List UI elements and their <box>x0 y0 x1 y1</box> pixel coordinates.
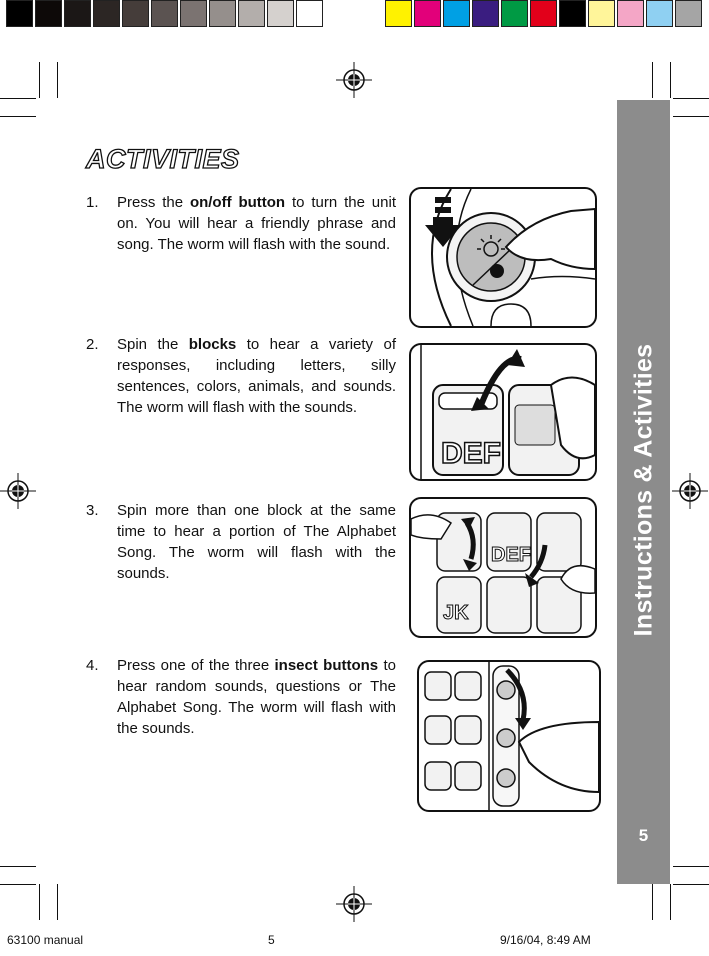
color-swatch <box>472 0 499 27</box>
activity-keyword: on/off button <box>189 194 286 211</box>
gray-swatch <box>267 0 294 27</box>
activity-number: 2. <box>86 336 99 353</box>
footer-date: 9/16/04, 8:49 AM <box>500 933 591 947</box>
illustration-multiple-blocks <box>409 497 597 638</box>
gray-swatch <box>64 0 91 27</box>
block-letters-2: DEF <box>491 544 531 566</box>
gray-swatch <box>122 0 149 27</box>
block-letters-3: JK <box>443 602 469 624</box>
color-swatch <box>501 0 528 27</box>
color-swatch <box>588 0 615 27</box>
gray-swatch <box>6 0 33 27</box>
gray-swatch <box>296 0 323 27</box>
gray-swatch <box>180 0 207 27</box>
registration-mark-bottom <box>336 886 372 922</box>
color-swatch <box>530 0 557 27</box>
registration-mark-right <box>672 473 708 509</box>
registration-mark-top <box>336 62 372 98</box>
page-title: ACTIVITIES <box>86 144 240 174</box>
gray-swatch <box>151 0 178 27</box>
color-swatch <box>559 0 586 27</box>
color-swatch-bar <box>385 0 704 29</box>
registration-mark-left <box>0 473 36 509</box>
color-swatch <box>617 0 644 27</box>
activity-item-3: 3. Spin more than one block at the same time to hear a portion of The Alphabet Song. The worm will flash with the sounds. <box>86 502 396 582</box>
activity-item-2: 2. Spin the blocks to hear a variety of responses, including letters, silly sentences, colors, animals, and sounds. The worm will flash with the sounds. <box>86 336 396 416</box>
gray-swatch <box>35 0 62 27</box>
footer-page: 5 <box>268 933 275 947</box>
gray-swatch <box>238 0 265 27</box>
color-swatch <box>675 0 702 27</box>
activity-item-1: 1. Press the on/off button to turn the unit on. You will hear a friendly phrase and song. The worm will flash with the sound. <box>86 194 396 253</box>
activity-number: 3. <box>86 502 99 519</box>
block-letters: DEF <box>441 437 501 470</box>
color-swatch <box>443 0 470 27</box>
gray-swatch <box>93 0 120 27</box>
footer-file: 63100 manual <box>7 933 84 947</box>
activity-keyword: insect buttons <box>274 657 379 674</box>
page-number: 5 <box>638 826 649 845</box>
illustration-power-button <box>409 187 597 328</box>
illustration-insect-buttons <box>417 660 601 812</box>
illustration-spin-block <box>409 343 597 481</box>
side-tab-title: Instructions & Activities <box>629 343 658 637</box>
gray-swatch <box>209 0 236 27</box>
color-swatch <box>646 0 673 27</box>
gray-swatch-bar <box>6 0 325 29</box>
color-swatch <box>414 0 441 27</box>
color-swatch <box>385 0 412 27</box>
activity-number: 1. <box>86 194 99 211</box>
activity-item-4: 4. Press one of the three insect buttons to hear random sounds, questions or The Alphabet Song. The worm will flash with the sounds. <box>86 657 396 737</box>
activity-number: 4. <box>86 657 99 674</box>
activity-keyword: blocks <box>188 336 237 353</box>
